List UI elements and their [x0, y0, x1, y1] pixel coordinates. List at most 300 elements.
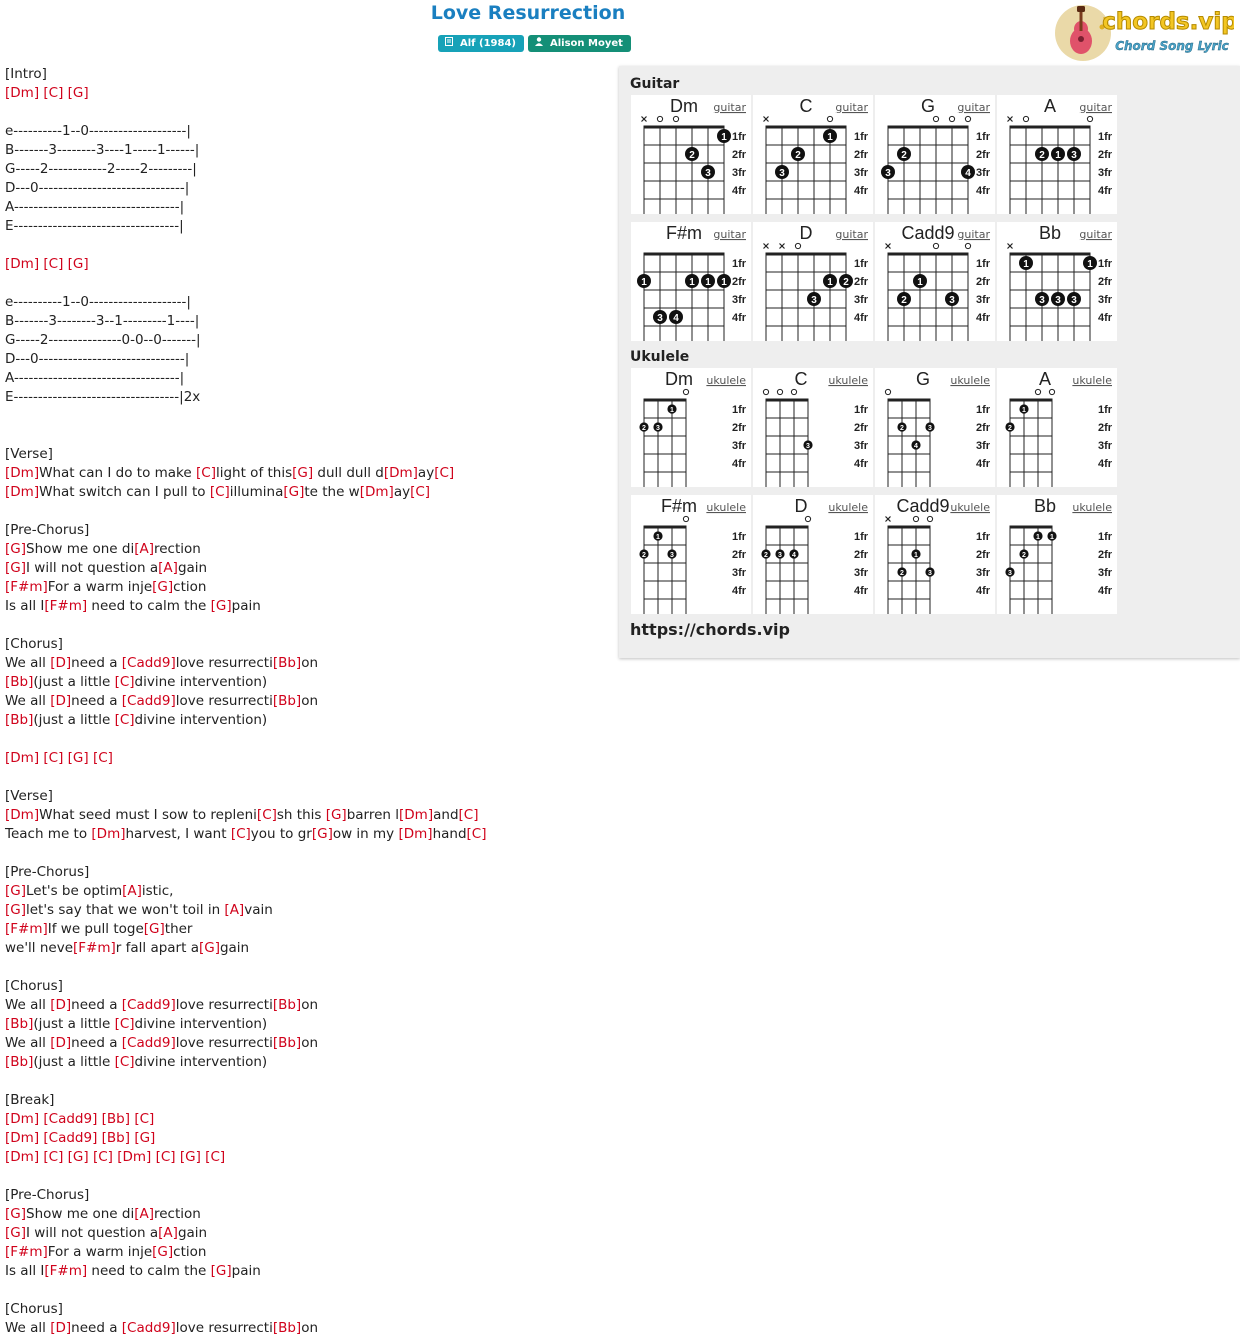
lyric-text: D---0------------------------------| — [5, 180, 190, 196]
guitar-link[interactable]: guitar — [957, 228, 990, 241]
chord-name: F#m — [661, 496, 697, 516]
finger-number: 2 — [843, 277, 849, 288]
lyric-text: G-----2---------------0-0--0-------| — [5, 332, 201, 348]
chord-link[interactable]: [Cadd9] — [121, 1035, 176, 1051]
fretboard-grid — [888, 400, 931, 487]
ukulele-link[interactable]: ukulele — [828, 374, 868, 387]
chord-link[interactable]: [Bb] — [272, 1320, 302, 1336]
fret-label: 4fr — [732, 185, 747, 197]
chord-link[interactable]: [C] — [134, 1111, 155, 1127]
lyric-text: need a — [71, 997, 122, 1013]
ukulele-link[interactable]: ukulele — [828, 501, 868, 514]
ukulele-link[interactable]: ukulele — [1072, 374, 1112, 387]
fretboard-grid — [1010, 400, 1053, 487]
fret-label: 4fr — [976, 585, 991, 597]
fret-label: 3fr — [1098, 294, 1113, 306]
fret-label: 4fr — [732, 458, 747, 470]
chord-link[interactable]: [Bb] — [5, 1016, 34, 1032]
sheet-line — [5, 882, 605, 901]
ukulele-heading: Ukulele — [630, 349, 690, 365]
lyric-text: A----------------------------------| — [5, 199, 185, 215]
open-string-marker — [1087, 116, 1092, 121]
lyric-text: gain — [177, 1225, 208, 1241]
sheet-line — [5, 274, 605, 293]
chord-link[interactable]: [G] — [5, 883, 26, 899]
fret-label: 1fr — [976, 404, 991, 416]
guitar-link[interactable]: guitar — [713, 228, 746, 241]
chord-link[interactable]: [C] — [410, 484, 431, 500]
finger-number: 1 — [1023, 259, 1029, 270]
finger-number: 3 — [928, 425, 932, 432]
chord-link[interactable]: [C] — [92, 1149, 113, 1165]
chord-link[interactable]: [Dm] — [5, 750, 40, 766]
fret-label: 1fr — [732, 531, 747, 543]
chord-diagram-guitar[interactable] — [631, 222, 751, 341]
lyric-text: What seed must I sow to repleni — [39, 807, 257, 823]
fret-label: 1fr — [854, 258, 869, 270]
chord-link[interactable]: [C] — [458, 807, 479, 823]
lyric-text: [Verse] — [5, 788, 53, 804]
lyric-text: gain — [177, 560, 208, 576]
fret-label: 2fr — [1098, 276, 1113, 288]
finger-number: 3 — [656, 425, 660, 432]
lyric-text: I will not question a — [26, 1225, 159, 1241]
lyric-text: e----------1--0--------------------| — [5, 123, 191, 139]
muted-string-marker — [764, 244, 769, 249]
fret-label: 3fr — [976, 567, 991, 579]
finger-number: 2 — [642, 552, 646, 559]
album-badge[interactable] — [438, 35, 524, 52]
open-string-marker — [777, 389, 782, 394]
lyric-text: Teach me to — [5, 826, 92, 842]
sheet-line — [5, 388, 605, 407]
sheet-line — [5, 217, 605, 236]
lyric-text: te the w — [304, 484, 360, 500]
lyric-text: We all — [5, 693, 51, 709]
lyric-text: need a — [71, 1035, 122, 1051]
sheet-line — [5, 1243, 605, 1262]
muted-string-marker — [886, 517, 891, 522]
lyric-text: We all — [5, 997, 51, 1013]
chord-link[interactable]: [C] — [114, 1016, 135, 1032]
fret-label: 1fr — [854, 531, 869, 543]
chord-link[interactable]: [G] — [210, 1263, 232, 1279]
chord-diagram-guitar[interactable] — [997, 95, 1117, 214]
lyric-text: Show me one di — [26, 1206, 135, 1222]
sheet-line — [5, 1281, 605, 1300]
chord-link[interactable]: [G] — [5, 541, 26, 557]
chord-link[interactable]: [Dm] — [5, 1111, 40, 1127]
fret-label: 4fr — [1098, 458, 1113, 470]
chord-diagram-ukulele[interactable] — [997, 495, 1117, 614]
chord-link[interactable]: [G] — [134, 1130, 156, 1146]
open-string-marker — [791, 389, 796, 394]
chord-link[interactable]: [Bb] — [5, 712, 34, 728]
chord-link[interactable]: [Cadd9] — [43, 1130, 98, 1146]
chord-link[interactable]: [Cadd9] — [121, 1320, 176, 1336]
chord-link[interactable]: [F#m] — [44, 598, 88, 614]
lyric-text: love resurrecti — [175, 1320, 273, 1336]
fretboard-grid — [888, 527, 931, 614]
chord-diagram-ukulele[interactable] — [753, 368, 873, 487]
chord-link[interactable]: [Bb] — [101, 1130, 131, 1146]
chord-name: Cadd9 — [896, 496, 950, 516]
lyric-text: need a — [71, 655, 122, 671]
ukulele-link[interactable]: ukulele — [1072, 501, 1112, 514]
chord-link[interactable]: [F#m] — [44, 1263, 88, 1279]
fret-label: 3fr — [854, 567, 869, 579]
chord-link[interactable]: [D] — [50, 655, 72, 671]
fret-label: 1fr — [976, 258, 991, 270]
chord-sheet — [5, 65, 605, 1338]
fret-label: 3fr — [1098, 440, 1113, 452]
chord-link[interactable]: [Dm] — [5, 465, 40, 481]
chord-link[interactable]: [Dm] — [5, 85, 40, 101]
fret-label: 3fr — [732, 440, 747, 452]
muted-string-marker — [642, 117, 647, 122]
fret-label: 2fr — [1098, 549, 1113, 561]
chord-link[interactable]: [C] — [114, 1054, 135, 1070]
finger-number: 3 — [1039, 295, 1045, 306]
fret-label: 4fr — [854, 585, 869, 597]
chord-link[interactable]: [F#m] — [5, 921, 48, 937]
finger-number: 4 — [792, 552, 796, 559]
finger-number: 2 — [689, 150, 695, 161]
lyric-text: ay — [393, 484, 411, 500]
sheet-line — [5, 1053, 605, 1072]
chord-link[interactable]: [Cadd9] — [121, 655, 176, 671]
sheet-line — [5, 578, 605, 597]
ukulele-link[interactable]: ukulele — [706, 501, 746, 514]
sheet-line — [5, 521, 605, 540]
sheet-line — [5, 369, 605, 388]
finger-number: 1 — [670, 407, 674, 414]
guitar-link[interactable]: guitar — [713, 101, 746, 114]
fretboard-grid — [644, 400, 687, 487]
chord-link[interactable]: [G] — [179, 1149, 201, 1165]
fret-label: 2fr — [976, 549, 991, 561]
chord-link[interactable]: [Cadd9] — [121, 997, 176, 1013]
chord-link[interactable]: [A] — [158, 560, 178, 576]
chord-link[interactable]: [Bb] — [272, 1035, 302, 1051]
finger-number: 3 — [885, 168, 891, 179]
chord-link[interactable]: [C] — [466, 826, 487, 842]
chord-name: G — [915, 369, 931, 389]
guitar-link[interactable]: guitar — [957, 101, 990, 114]
lyric-text: What switch can I pull to — [39, 484, 210, 500]
chord-link[interactable]: [Dm] — [5, 256, 40, 272]
chord-link[interactable]: [F#m] — [5, 579, 48, 595]
lyric-text: love resurrecti — [175, 1035, 273, 1051]
sheet-line — [5, 597, 605, 616]
ukulele-link[interactable]: ukulele — [706, 374, 746, 387]
chord-link[interactable]: [D] — [50, 693, 72, 709]
fret-label: 2fr — [854, 422, 869, 434]
lyric-text: on — [301, 1035, 319, 1051]
chord-link[interactable]: [F#m] — [73, 940, 116, 956]
open-string-marker — [795, 243, 800, 248]
guitar-link[interactable]: guitar — [1079, 101, 1112, 114]
sheet-line — [5, 825, 605, 844]
sheet-line — [5, 806, 605, 825]
guitar-link[interactable]: guitar — [835, 101, 868, 114]
chord-link[interactable]: [D] — [50, 1035, 72, 1051]
chord-link[interactable]: [C] — [196, 465, 216, 481]
chord-link[interactable]: [Dm] — [383, 465, 418, 481]
chord-name: Dm — [670, 96, 698, 116]
sheet-line — [5, 749, 605, 768]
chord-diagram-ukulele[interactable] — [631, 495, 751, 614]
chord-link[interactable]: [C] — [209, 484, 230, 500]
chord-link[interactable]: [Bb] — [272, 693, 302, 709]
sheet-line — [5, 692, 605, 711]
chord-link[interactable]: [Cadd9] — [43, 1111, 98, 1127]
chord-link[interactable]: [Dm] — [399, 807, 434, 823]
chord-name: A — [1038, 369, 1052, 389]
lyric-text: r fall apart a — [115, 940, 199, 956]
ukulele-link[interactable]: ukulele — [950, 501, 990, 514]
lyric-text: love resurrecti — [175, 997, 273, 1013]
chord-link[interactable]: [C] — [256, 807, 277, 823]
lyric-text: E----------------------------------| — [5, 218, 184, 234]
chord-link[interactable]: [G] — [5, 902, 26, 918]
chord-link[interactable]: [C] — [43, 1149, 64, 1165]
fret-label: 2fr — [854, 149, 869, 161]
chord-diagram-ukulele[interactable] — [631, 368, 751, 487]
chord-link[interactable]: [Bb] — [5, 1054, 34, 1070]
chord-link[interactable]: [C] — [205, 1149, 226, 1165]
finger-number: 3 — [811, 295, 817, 306]
lyric-text: pain — [231, 1263, 261, 1279]
chord-link[interactable]: [Bb] — [272, 655, 302, 671]
chord-name: D — [799, 223, 813, 243]
open-string-marker — [673, 116, 678, 121]
chord-link[interactable]: [A] — [134, 1206, 154, 1222]
chord-link[interactable]: [A] — [224, 902, 245, 918]
sheet-line — [5, 179, 605, 198]
finger-number: 3 — [779, 168, 785, 179]
lyric-text: [Verse] — [5, 446, 53, 462]
chord-link[interactable]: [C] — [43, 85, 64, 101]
sheet-line — [5, 1186, 605, 1205]
chord-link[interactable]: [G] — [198, 940, 220, 956]
lyric-text: on — [301, 655, 319, 671]
lyric-text: love resurrecti — [175, 693, 273, 709]
fret-label: 2fr — [732, 149, 747, 161]
chord-link[interactable]: [D] — [50, 1320, 72, 1336]
chord-link[interactable]: [Dm] — [117, 1149, 152, 1165]
muted-string-marker — [764, 117, 769, 122]
chord-name: Bb — [1038, 223, 1062, 243]
chord-link[interactable]: [C] — [434, 465, 455, 481]
lyric-text: love resurrecti — [175, 655, 273, 671]
site-logo[interactable] — [1054, 3, 1234, 63]
sheet-line — [5, 255, 605, 274]
lyric-text: and — [433, 807, 459, 823]
lyric-text: [Pre-Chorus] — [5, 864, 90, 880]
lyric-text: If we pull toge — [47, 921, 144, 937]
ukulele-link[interactable]: ukulele — [950, 374, 990, 387]
lyric-text: e----------1--0--------------------| — [5, 294, 191, 310]
fret-label: 2fr — [976, 276, 991, 288]
chord-link[interactable]: [G] — [143, 921, 165, 937]
fret-label: 1fr — [732, 258, 747, 270]
chord-link[interactable]: [A] — [158, 1225, 178, 1241]
chord-link[interactable]: [Dm] — [5, 1130, 40, 1146]
finger-number: 1 — [721, 277, 727, 288]
lyric-text: vain — [244, 902, 273, 918]
chord-diagram-ukulele[interactable] — [875, 368, 995, 487]
chord-link[interactable]: [G] — [152, 1244, 174, 1260]
sheet-line — [5, 1034, 605, 1053]
open-string-marker — [683, 389, 688, 394]
chord-link[interactable]: [C] — [155, 1149, 176, 1165]
sheet-line — [5, 1091, 605, 1110]
chord-diagram-guitar[interactable] — [753, 95, 873, 214]
chord-diagrams-panel — [619, 66, 1240, 658]
chord-link[interactable]: [Cadd9] — [121, 693, 176, 709]
fretboard-grid — [1010, 527, 1053, 614]
chord-link[interactable]: [G] — [210, 598, 232, 614]
lyric-text: hand — [432, 826, 467, 842]
chord-diagram-guitar[interactable] — [631, 95, 751, 214]
album-icon — [445, 37, 453, 50]
open-string-marker — [683, 516, 688, 521]
chord-link[interactable]: [G] — [67, 750, 89, 766]
lyric-text: light of this — [215, 465, 293, 481]
fretboard-grid — [888, 127, 969, 214]
lyric-text: dull dull d — [313, 465, 384, 481]
chord-link[interactable]: [Dm] — [5, 484, 40, 500]
chord-link[interactable]: [Bb] — [101, 1111, 131, 1127]
finger-number: 3 — [705, 168, 711, 179]
guitar-link[interactable]: guitar — [835, 228, 868, 241]
fret-label: 1fr — [1098, 131, 1113, 143]
chord-link[interactable]: [C] — [43, 750, 64, 766]
fret-label: 2fr — [732, 549, 747, 561]
finger-number: 3 — [928, 570, 932, 577]
chord-link[interactable]: [G] — [152, 579, 174, 595]
chord-link[interactable]: [C] — [92, 750, 113, 766]
chord-diagram-guitar[interactable] — [753, 222, 873, 341]
chord-diagram-ukulele[interactable] — [997, 368, 1117, 487]
finger-number: 3 — [1071, 150, 1077, 161]
lyric-text: Let's be optim — [26, 883, 123, 899]
chord-link[interactable]: [G] — [311, 826, 333, 842]
fret-label: 4fr — [976, 312, 991, 324]
chord-link[interactable]: [A] — [134, 541, 154, 557]
lyric-text: rection — [153, 1206, 201, 1222]
chord-link[interactable]: [Dm] — [398, 826, 433, 842]
chord-link[interactable]: [D] — [50, 997, 72, 1013]
chord-link[interactable]: [Dm] — [5, 807, 40, 823]
finger-number: 3 — [949, 295, 955, 306]
chord-link[interactable]: [G] — [283, 484, 305, 500]
open-string-marker — [763, 389, 768, 394]
finger-number: 1 — [1022, 407, 1026, 414]
finger-number: 1 — [827, 277, 833, 288]
chord-link[interactable]: [G] — [67, 256, 89, 272]
chord-link[interactable]: [G] — [325, 807, 347, 823]
lyric-text: divine intervention) — [134, 1016, 268, 1032]
chord-link[interactable]: [G] — [5, 560, 26, 576]
chord-diagram-guitar[interactable] — [875, 222, 995, 341]
song-title[interactable]: Love Resurrection — [430, 2, 626, 24]
chord-link[interactable]: [G] — [67, 85, 89, 101]
lyric-text: on — [301, 693, 319, 709]
lyric-text: ow in my — [332, 826, 399, 842]
chord-diagram-guitar[interactable] — [875, 95, 995, 214]
finger-number: 4 — [914, 443, 918, 450]
open-string-marker — [933, 116, 938, 121]
logo-tagline: Chord Song Lyric — [1115, 39, 1229, 53]
sheet-line — [5, 673, 605, 692]
finger-number: 1 — [1050, 534, 1054, 541]
chord-link[interactable]: [C] — [43, 256, 64, 272]
chord-name: Cadd9 — [901, 223, 955, 243]
fret-label: 2fr — [854, 276, 869, 288]
chord-link[interactable]: [C] — [114, 712, 135, 728]
finger-number: 2 — [795, 150, 801, 161]
chord-link[interactable]: [Bb] — [272, 997, 302, 1013]
chord-link[interactable]: [Dm] — [359, 484, 394, 500]
chord-name: Dm — [665, 369, 693, 389]
site-url-link[interactable]: https://chords.vip — [630, 620, 790, 639]
fret-label: 1fr — [854, 404, 869, 416]
lyric-text: ction — [173, 1244, 207, 1260]
chord-link[interactable]: [Dm] — [5, 1149, 40, 1165]
chord-link[interactable]: [G] — [5, 1225, 26, 1241]
lyric-text: [Pre-Chorus] — [5, 1187, 90, 1203]
lyric-text: B-------3--------3--1---------1----| — [5, 313, 200, 329]
chord-link[interactable]: [Dm] — [91, 826, 126, 842]
artist-badge[interactable] — [528, 35, 631, 52]
lyric-text: (just a little — [33, 674, 115, 690]
lyric-text: illumina — [229, 484, 284, 500]
fret-label: 4fr — [732, 585, 747, 597]
lyric-text: let's say that we won't toil in — [26, 902, 225, 918]
chord-name: Bb — [1033, 496, 1057, 516]
guitar-link[interactable]: guitar — [1079, 228, 1112, 241]
chord-link[interactable]: [G] — [292, 465, 314, 481]
chord-link[interactable]: [A] — [122, 883, 142, 899]
sheet-line — [5, 1072, 605, 1091]
lyric-text: sh this — [276, 807, 326, 823]
chord-link[interactable]: [C] — [114, 674, 135, 690]
fret-label: 1fr — [976, 531, 991, 543]
chord-link[interactable]: [C] — [230, 826, 251, 842]
lyric-text: We all — [5, 1320, 51, 1336]
chord-diagram-guitar[interactable] — [997, 222, 1117, 341]
chord-link[interactable]: [F#m] — [5, 1244, 48, 1260]
fret-label: 2fr — [1098, 422, 1113, 434]
sheet-line — [5, 407, 605, 426]
finger-number: 3 — [778, 552, 782, 559]
sheet-line — [5, 426, 605, 445]
chord-diagram-ukulele[interactable] — [753, 495, 873, 614]
chord-diagram-ukulele[interactable] — [875, 495, 995, 614]
chord-link[interactable]: [G] — [67, 1149, 89, 1165]
album-badge-label: Alf (1984) — [460, 38, 516, 49]
fret-label: 3fr — [732, 167, 747, 179]
chord-link[interactable]: [G] — [5, 1206, 26, 1222]
finger-number: 3 — [806, 443, 810, 450]
lyric-text: (just a little — [33, 1016, 115, 1032]
chord-link[interactable]: [Bb] — [5, 674, 34, 690]
finger-number: 4 — [673, 313, 679, 324]
lyric-text: need a — [71, 693, 122, 709]
finger-number: 1 — [705, 277, 711, 288]
